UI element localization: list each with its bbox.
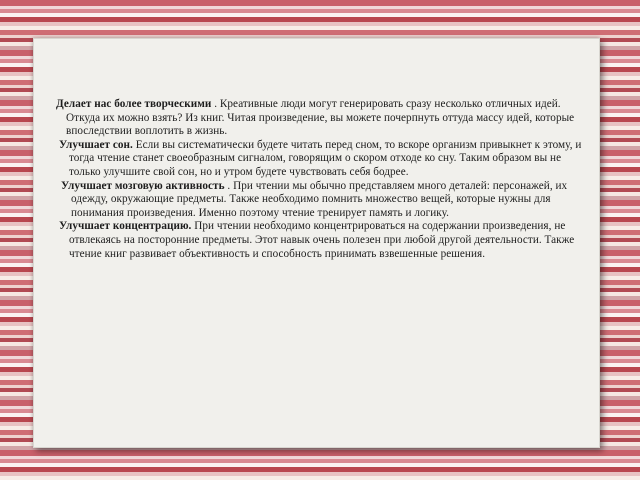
paragraph-brain-activity xyxy=(56,180,586,221)
paragraph-sleep xyxy=(56,139,586,180)
paragraph-lead: Улучшает концентрацию. xyxy=(59,220,192,233)
slide-card xyxy=(33,38,600,448)
paragraph-text: . При чтении мы обычно представляем много деталей: персонажей, их одежду, окружающие предметы. Также необходимо помнить множество вещей, которые нужны для понимания произведения. Именно поэтому чтение тренирует память и логику. xyxy=(71,179,568,219)
paragraph-concentration xyxy=(56,220,586,261)
paragraph-text: . Креативные люди могут генерировать сразу несколько отличных идей. Откуда их можно взять? Из книг. Читая произведение, вы можете почерпнуть оттуда массу идей, которые впоследствии воплотить в жизнь. xyxy=(66,98,575,138)
paragraph-lead: Улучшает мозговую активность xyxy=(61,179,225,192)
paragraph-text: При чтении необходимо концентрироваться на содержании произведения, не отвлекаясь на посторонние предметы. Этот навык очень полезен при любой другой деятельности. Также чтение книг развивает объективность и способность принимать взвешенные решения. xyxy=(69,220,575,260)
slide-text-body xyxy=(56,98,586,261)
paragraph-creativity xyxy=(56,98,586,139)
paragraph-text: Если вы систематически будете читать перед сном, то вскоре организм привыкнет к этому, и тогда чтение станет своеобразным сигналом, говорящим о скором отходе ко сну. Таким образом вы не только улучшите свой сон, но и утром будете чувствовать себя бодрее. xyxy=(69,138,582,178)
paragraph-lead: Делает нас более творческими xyxy=(56,98,212,110)
paragraph-lead: Улучшает сон. xyxy=(59,138,133,151)
